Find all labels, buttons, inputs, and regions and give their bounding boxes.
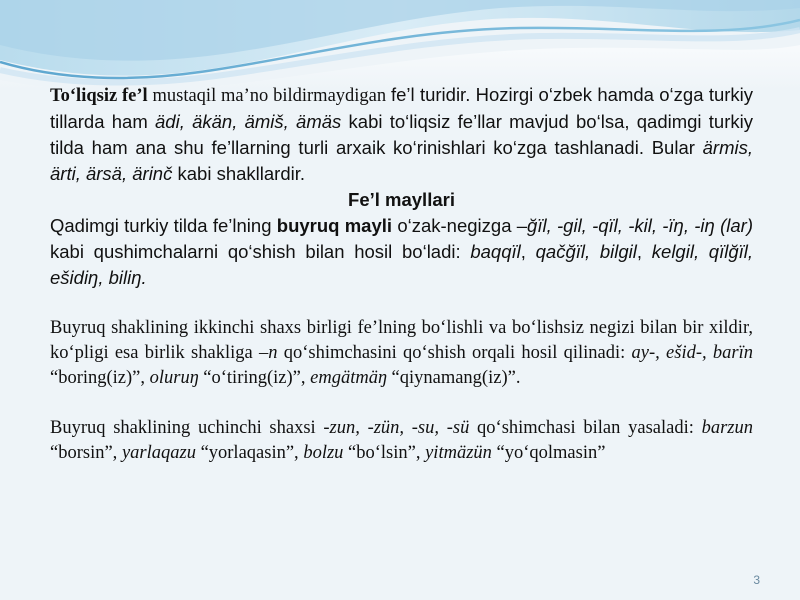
text-run: “yorlaqasin”, bbox=[195, 443, 304, 463]
text-run: ğïl, -gil, -qïl, -kil, -ïŋ, -iŋ (lar) bbox=[527, 215, 753, 236]
text-run: ay-, ešid-, barïn bbox=[631, 343, 753, 363]
text-run: o‘zak-negizga – bbox=[392, 215, 528, 236]
paragraph-3 bbox=[50, 316, 753, 391]
text-run: “borsin”, bbox=[50, 443, 122, 463]
text-run: kabi to‘liqsiz fe’llar mavjud bo‘lsa, qadimgi turkiy tilda ham ana shu fe’llarning turli arxaik ko‘rinishlari ko‘zga tashlanadi. Bular bbox=[50, 111, 753, 158]
text-run: barzun bbox=[701, 418, 753, 438]
text-run: –n bbox=[258, 343, 278, 363]
text-run: emgätmäŋ bbox=[310, 368, 387, 388]
text-run: , bbox=[636, 241, 652, 262]
text-run: bolzu bbox=[303, 443, 344, 463]
text-run: qačğïl, bilgil bbox=[535, 241, 637, 262]
text-run: “boring(iz)”, bbox=[50, 368, 150, 388]
text-run: kabi shakllardir. bbox=[172, 163, 306, 184]
paragraph-2 bbox=[50, 213, 753, 291]
text-run: “bo‘lsin”, bbox=[343, 443, 426, 463]
text-run: qo‘shimchasini qo‘shish orqali hosil qilinadi: bbox=[277, 343, 632, 363]
paragraph-1 bbox=[50, 82, 753, 187]
slide-content bbox=[50, 82, 753, 466]
text-run: baqqïl bbox=[470, 241, 521, 262]
slide-number: 3 bbox=[753, 573, 760, 587]
text-run: “qiynamang(iz)”. bbox=[386, 368, 521, 388]
text-run: mustaqil ma’no bildirmaydigan bbox=[147, 86, 391, 106]
text-run: oluruŋ bbox=[149, 368, 199, 388]
spacer bbox=[50, 391, 753, 416]
text-run: buyruq mayli bbox=[276, 215, 393, 236]
paragraph-4 bbox=[50, 416, 753, 466]
text-run: “o‘tiring(iz)”, bbox=[198, 368, 311, 388]
text-run: kelgil, qïlğïl, ešidiŋ, biliŋ. bbox=[50, 241, 754, 288]
text-run: Buyruq shaklining uchinchi shaxsi bbox=[50, 418, 324, 438]
text-run: ädi, äkän, ämiš, ämäs bbox=[155, 111, 342, 132]
text-run: Buyruq shaklining ikkinchi shaxs birligi fe’lning bo‘lishli va bo‘lishsiz negizi bilan bir xildir, ko‘pligi esa birlik shakliga bbox=[50, 318, 753, 363]
text-run: kabi qushimchalarni qo‘shish bilan hosil bo‘ladi: bbox=[50, 241, 471, 262]
text-run: yarlaqazu bbox=[121, 443, 196, 463]
text-run: yitmäzün bbox=[425, 443, 492, 463]
section-title: Fe’l mayllari bbox=[348, 189, 455, 210]
text-run: ärmis, ärti, ärsä, ärinč bbox=[50, 137, 753, 184]
text-run: “yo‘qolmasin” bbox=[491, 443, 606, 463]
text-run: , bbox=[520, 241, 536, 262]
text-run: -zun, -zün, -su, -sü bbox=[323, 418, 470, 438]
spacer bbox=[50, 291, 753, 316]
text-run: fe’l turidir. Hozirgi o‘zbek hamda o‘zga turkiy tillarda ham bbox=[50, 84, 754, 132]
text-run: To‘liqsiz fe’l bbox=[50, 86, 148, 106]
text-run: Qadimgi turkiy tilda fe’lning bbox=[50, 215, 277, 236]
text-run: qo‘shimchasi bilan yasaladi: bbox=[469, 418, 702, 438]
